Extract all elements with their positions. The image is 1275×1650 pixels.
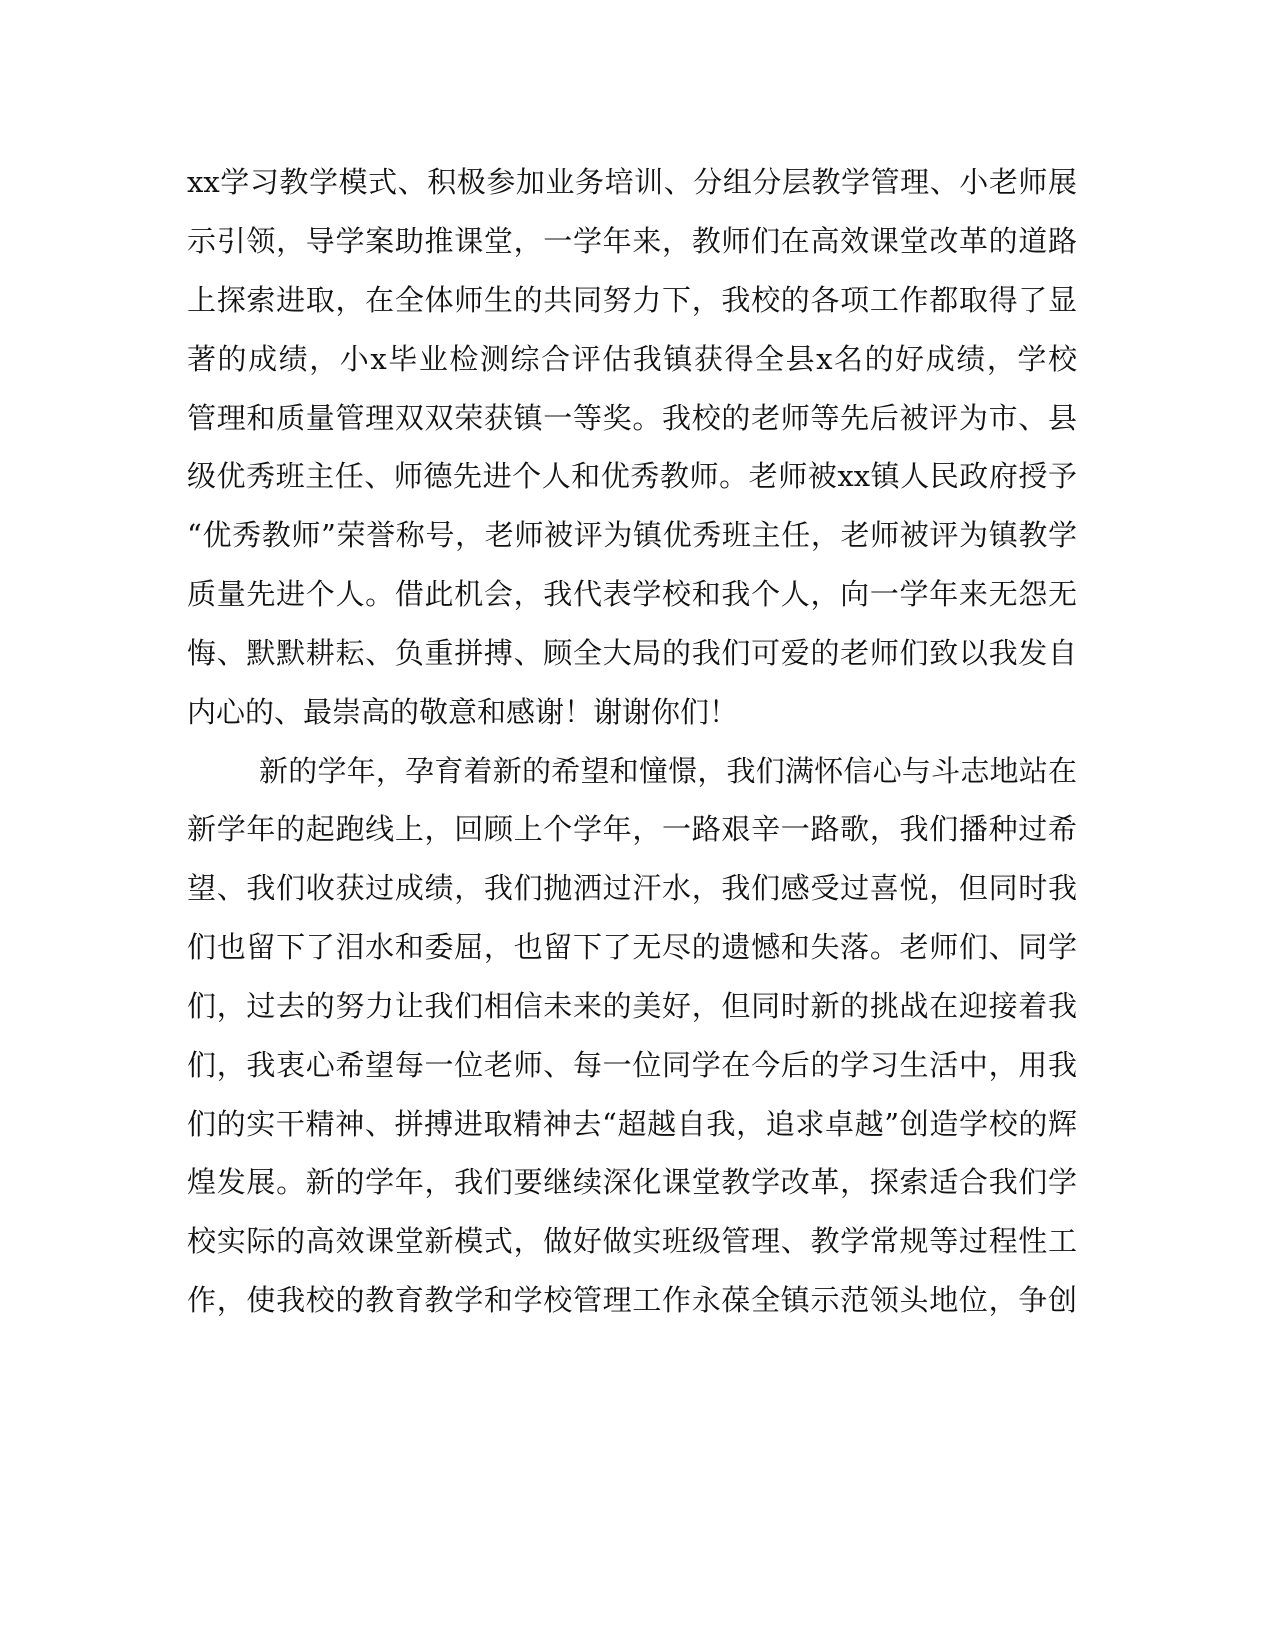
text-line: 们的实干精神、拼搏进取精神去“超越自我，追求卓越”创造学校的辉 [187, 1107, 1077, 1141]
text-line: 级优秀班主任、师德先进个人和优秀教师。老师被xx镇人民政府授予 [187, 459, 1077, 493]
text-line: 质量先进个人。借此机会，我代表学校和我个人，向一学年来无怨无 [187, 577, 1077, 611]
text-line: 煌发展。新的学年，我们要继续深化课堂教学改革，探索适合我们学 [187, 1165, 1077, 1199]
text-line: 悔、默默耕耘、负重拼搏、顾全大局的我们可爱的老师们致以我发自 [187, 636, 1077, 670]
text-line: 示引领，导学案助推课堂，一学年来，教师们在高效课堂改革的道路 [187, 224, 1077, 258]
text-line: 著的成绩，小x毕业检测综合评估我镇获得全县x名的好成绩，学校 [187, 342, 1077, 376]
text-line: 作，使我校的教育教学和学校管理工作永葆全镇示范领头地位，争创 [187, 1283, 1077, 1317]
paragraph-first-line: 新的学年，孕育着新的希望和憧憬，我们满怀信心与斗志地站在 [259, 754, 1077, 788]
text-line: 管理和质量管理双双荣获镇一等奖。我校的老师等先后被评为市、县 [187, 401, 1077, 435]
text-line: 校实际的高效课堂新模式，做好做实班级管理、教学常规等过程性工 [187, 1224, 1077, 1258]
text-line: 内心的、最崇高的敬意和感谢！谢谢你们！ [187, 695, 739, 729]
text-line: 新学年的起跑线上，回顾上个学年，一路艰辛一路歌，我们播种过希 [187, 812, 1077, 846]
text-line: 们，我衷心希望每一位老师、每一位同学在今后的学习生活中，用我 [187, 1048, 1077, 1082]
text-line: 上探索进取，在全体师生的共同努力下，我校的各项工作都取得了显 [187, 283, 1077, 317]
text-line: “优秀教师”荣誉称号，老师被评为镇优秀班主任，老师被评为镇教学 [187, 518, 1077, 552]
text-line: 们，过去的努力让我们相信未来的美好，但同时新的挑战在迎接着我 [187, 989, 1077, 1023]
text-line: 们也留下了泪水和委屈，也留下了无尽的遗憾和失落。老师们、同学 [187, 930, 1077, 964]
text-line: xx学习教学模式、积极参加业务培训、分组分层教学管理、小老师展 [187, 165, 1077, 199]
text-line: 望、我们收获过成绩，我们抛洒过汗水，我们感受过喜悦，但同时我 [187, 871, 1077, 905]
